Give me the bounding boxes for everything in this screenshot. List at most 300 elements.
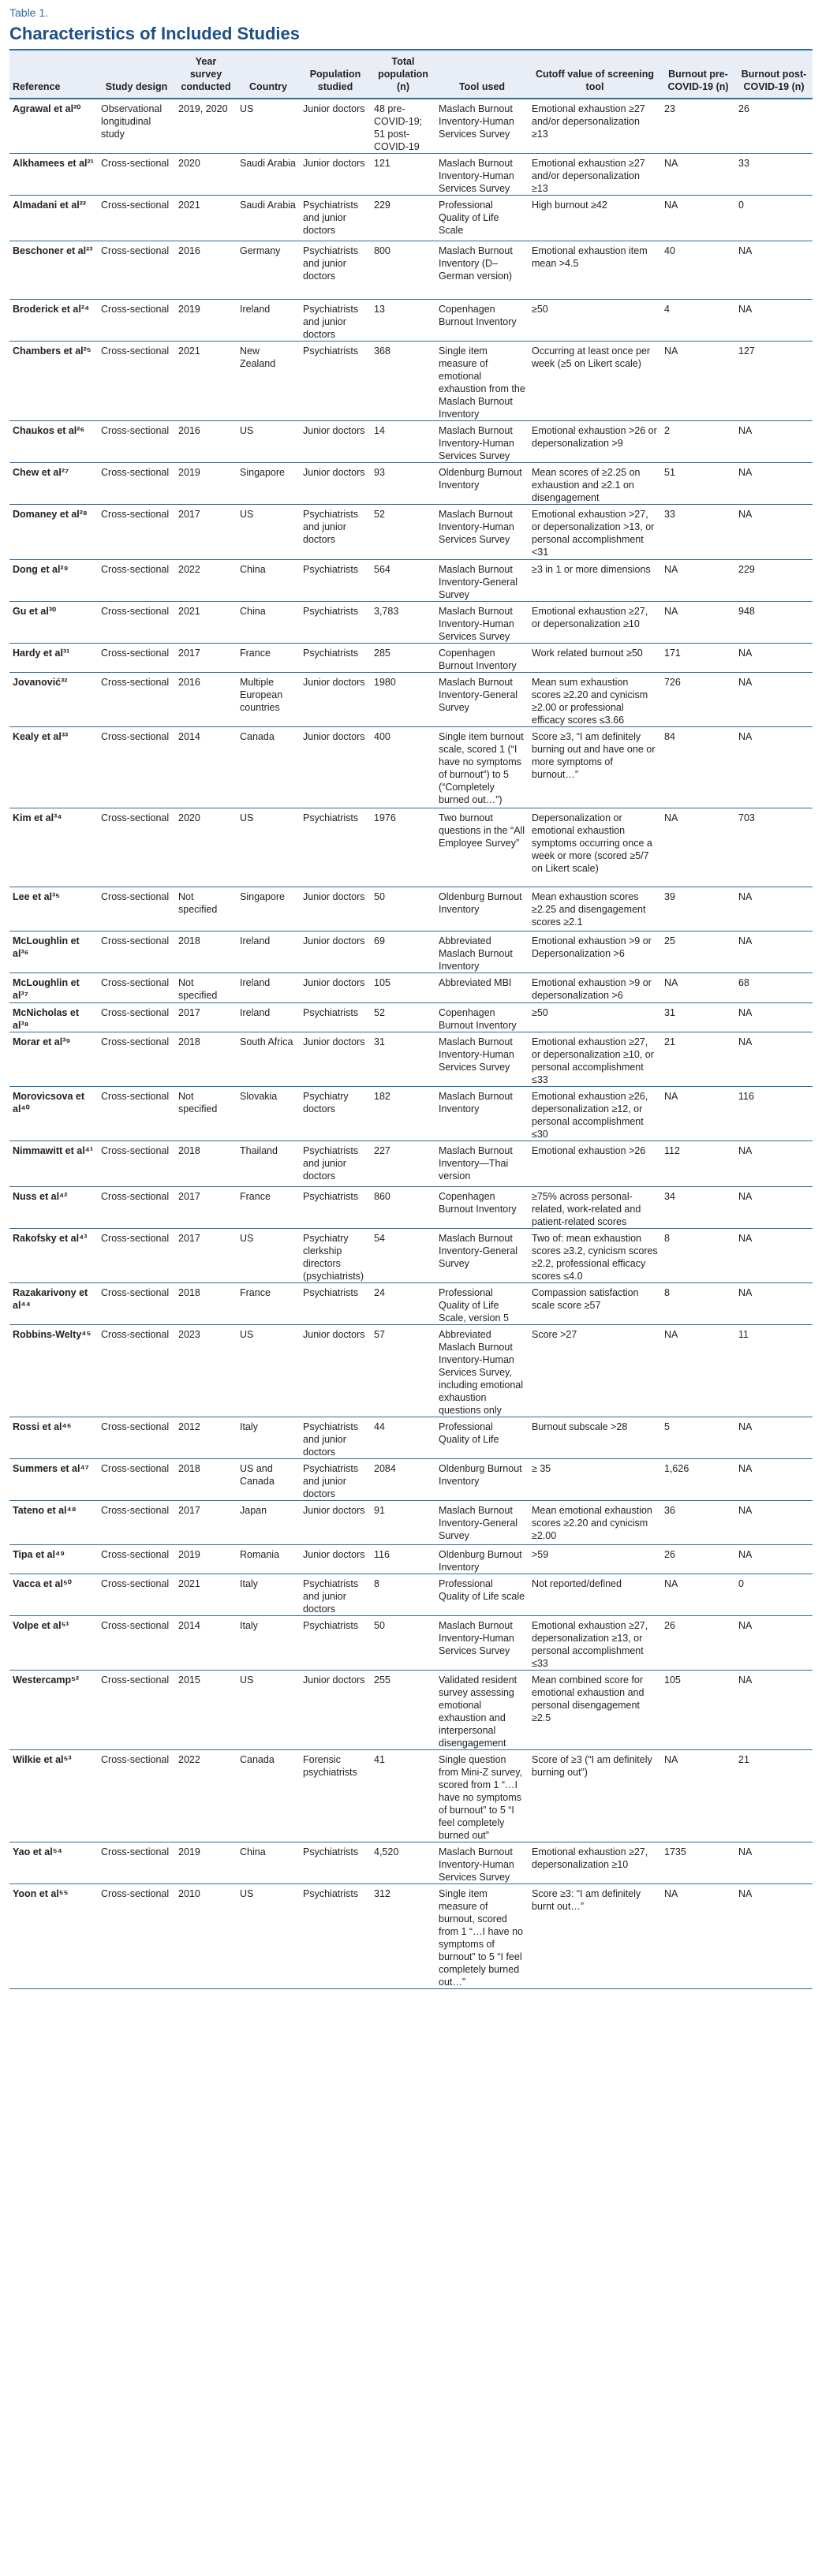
cell-total-population: 24 [371,1283,435,1325]
cell-population: Psychiatry clerkship directors (psychiatrists) [300,1229,371,1283]
cell-burnout-pre: NA [661,154,735,196]
table-row [9,1884,813,1989]
cell-burnout-post: NA [735,1032,813,1087]
table-row [9,602,813,644]
cell-cutoff: Emotional exhaustion >27, or depersonalization >13, or personal accomplishment <31 [529,505,661,560]
cell-year: 2018 [175,1283,237,1325]
cell-total-population: 312 [371,1884,435,1989]
cell-country: France [237,1187,300,1229]
table-row [9,1283,813,1325]
cell-year: 2014 [175,1616,237,1671]
cell-study-design: Cross-sectional [98,154,175,196]
cell-study-design: Cross-sectional [98,1283,175,1325]
cell-cutoff: ≥ 35 [529,1459,661,1501]
table-row [9,560,813,602]
cell-study-design: Cross-sectional [98,1671,175,1750]
cell-total-population: 50 [371,887,435,931]
table-row [9,300,813,342]
col-header-burnout-post: Burnout post-COVID-19 (n) [735,50,813,99]
cell-population: Junior doctors [300,1032,371,1087]
cell-burnout-post: NA [735,727,813,808]
cell-year: 2021 [175,602,237,644]
cell-burnout-pre: 51 [661,463,735,505]
col-header-reference: Reference [9,50,98,99]
cell-burnout-pre: 31 [661,1003,735,1032]
table-row [9,1545,813,1574]
table-row [9,1459,813,1501]
cell-year: 2019 [175,1842,237,1884]
cell-total-population: 121 [371,154,435,196]
cell-country: Singapore [237,463,300,505]
cell-burnout-pre: 726 [661,673,735,727]
cell-cutoff: Emotional exhaustion >9 or Depersonalization >6 [529,931,661,973]
cell-reference: Broderick et al²⁴ [9,300,98,342]
cell-burnout-post: NA [735,1417,813,1459]
cell-study-design: Cross-sectional [98,505,175,560]
cell-study-design: Cross-sectional [98,196,175,241]
cell-country: US [237,1884,300,1989]
cell-year: 2010 [175,1884,237,1989]
cell-country: Saudi Arabia [237,196,300,241]
cell-reference: Yoon et al⁵⁵ [9,1884,98,1989]
cell-burnout-post: NA [735,300,813,342]
cell-cutoff: Emotional exhaustion ≥26, depersonalization ≥12, or personal accomplishment ≤30 [529,1087,661,1141]
cell-tool: Maslach Burnout Inventory-Human Services Survey [435,421,529,463]
cell-burnout-pre: NA [661,973,735,1003]
cell-reference: Nimmawitt et al⁴¹ [9,1141,98,1187]
cell-total-population: 3,783 [371,602,435,644]
cell-population: Junior doctors [300,1501,371,1545]
cell-reference: Rossi et al⁴⁶ [9,1417,98,1459]
cell-population: Forensic psychiatrists [300,1750,371,1842]
cell-reference: Beschoner et al²³ [9,241,98,300]
cell-tool: Maslach Burnout Inventory-Human Services Survey [435,154,529,196]
table-row [9,463,813,505]
cell-cutoff: Score ≥3: “I am definitely burnt out…” [529,1884,661,1989]
col-header-population: Population studied [300,50,371,99]
cell-burnout-pre: 84 [661,727,735,808]
cell-year: 2021 [175,1574,237,1616]
cell-year: Not specified [175,1087,237,1141]
table-row [9,154,813,196]
cell-cutoff: Emotional exhaustion item mean >4.5 [529,241,661,300]
cell-tool: Maslach Burnout Inventory-Human Services Survey [435,1616,529,1671]
cell-reference: Yao et al⁵⁴ [9,1842,98,1884]
cell-country: China [237,560,300,602]
cell-total-population: 8 [371,1574,435,1616]
table-row [9,196,813,241]
cell-population: Psychiatrists and junior doctors [300,505,371,560]
cell-year: 2019 [175,463,237,505]
cell-study-design: Cross-sectional [98,1032,175,1087]
cell-total-population: 368 [371,342,435,421]
cell-country: US [237,421,300,463]
cell-study-design: Cross-sectional [98,300,175,342]
cell-country: US and Canada [237,1459,300,1501]
cell-burnout-pre: 34 [661,1187,735,1229]
cell-tool: Single item measure of burnout, scored from 1 “…I have no symptoms of burnout” to 5 “I feel completely burned out…” [435,1884,529,1989]
cell-study-design: Cross-sectional [98,1842,175,1884]
cell-year: 2020 [175,808,237,887]
cell-reference: Kim et al³⁴ [9,808,98,887]
cell-cutoff: ≥75% across personal-related, work-related and patient-related scores [529,1187,661,1229]
cell-reference: McNicholas et al³⁸ [9,1003,98,1032]
cell-burnout-pre: 8 [661,1283,735,1325]
table-label: Table 1. [9,6,49,19]
cell-tool: Oldenburg Burnout Inventory [435,887,529,931]
cell-cutoff: Compassion satisfaction scale score ≥57 [529,1283,661,1325]
cell-cutoff: Emotional exhaustion ≥27 and/or depersonalization ≥13 [529,154,661,196]
cell-population: Junior doctors [300,421,371,463]
cell-year: 2016 [175,673,237,727]
cell-total-population: 400 [371,727,435,808]
cell-population: Junior doctors [300,463,371,505]
cell-study-design: Cross-sectional [98,1003,175,1032]
cell-burnout-pre: 26 [661,1616,735,1671]
cell-total-population: 255 [371,1671,435,1750]
cell-study-design: Observational longitudinal study [98,99,175,154]
cell-tool: Copenhagen Burnout Inventory [435,1003,529,1032]
cell-population: Psychiatrists [300,1842,371,1884]
cell-total-population: 227 [371,1141,435,1187]
cell-tool: Maslach Burnout Inventory—Thai version [435,1141,529,1187]
cell-year: 2018 [175,1032,237,1087]
cell-country: US [237,1671,300,1750]
cell-tool: Single item burnout scale, scored 1 (“I have no symptoms of burnout”) to 5 (“Completely burned out…”) [435,727,529,808]
cell-year: 2012 [175,1417,237,1459]
cell-study-design: Cross-sectional [98,421,175,463]
cell-reference: Wilkie et al⁵³ [9,1750,98,1842]
cell-reference: Morar et al³⁹ [9,1032,98,1087]
cell-population: Junior doctors [300,931,371,973]
table-row [9,1141,813,1187]
cell-year: 2018 [175,931,237,973]
cell-tool: Maslach Burnout Inventory-General Survey [435,560,529,602]
table-row [9,808,813,887]
cell-tool: Oldenburg Burnout Inventory [435,1459,529,1501]
cell-burnout-post: 703 [735,808,813,887]
cell-reference: Tipa et al⁴⁹ [9,1545,98,1574]
cell-study-design: Cross-sectional [98,931,175,973]
cell-country: Ireland [237,931,300,973]
cell-population: Psychiatrists [300,1003,371,1032]
cell-burnout-pre: NA [661,808,735,887]
table-row [9,505,813,560]
table-row [9,1616,813,1671]
cell-cutoff: Mean scores of ≥2.25 on exhaustion and ≥2.1 on disengagement [529,463,661,505]
cell-year: 2019 [175,300,237,342]
cell-study-design: Cross-sectional [98,342,175,421]
cell-burnout-post: NA [735,1187,813,1229]
cell-study-design: Cross-sectional [98,1616,175,1671]
cell-year: 2018 [175,1141,237,1187]
cell-reference: Razakarivony et al⁴⁴ [9,1283,98,1325]
cell-total-population: 800 [371,241,435,300]
cell-burnout-pre: 2 [661,421,735,463]
cell-burnout-pre: NA [661,1884,735,1989]
cell-cutoff: Two of: mean exhaustion scores ≥3.2, cynicism scores ≥2.2, professional efficacy scores ≤4.0 [529,1229,661,1283]
cell-tool: Oldenburg Burnout Inventory [435,1545,529,1574]
cell-burnout-post: NA [735,1842,813,1884]
cell-tool: Oldenburg Burnout Inventory [435,463,529,505]
cell-burnout-post: NA [735,887,813,931]
cell-total-population: 2084 [371,1459,435,1501]
cell-burnout-post: NA [735,1003,813,1032]
cell-cutoff: Mean combined score for emotional exhaustion and personal disengagement ≥2.5 [529,1671,661,1750]
table-row [9,1417,813,1459]
cell-tool: Two burnout questions in the “All Employee Survey” [435,808,529,887]
cell-tool: Professional Quality of Life scale [435,1574,529,1616]
cell-cutoff: Score ≥3, “I am definitely burning out and have one or more symptoms of burnout…” [529,727,661,808]
cell-population: Psychiatrists [300,644,371,673]
cell-population: Junior doctors [300,154,371,196]
table-row [9,1574,813,1616]
cell-burnout-pre: 40 [661,241,735,300]
cell-population: Junior doctors [300,1325,371,1417]
table-row [9,342,813,421]
cell-burnout-pre: 36 [661,1501,735,1545]
cell-burnout-post: NA [735,1671,813,1750]
cell-country: Thailand [237,1141,300,1187]
cell-burnout-pre: 5 [661,1417,735,1459]
cell-burnout-post: 116 [735,1087,813,1141]
cell-country: Canada [237,727,300,808]
cell-burnout-pre: 105 [661,1671,735,1750]
cell-burnout-post: 68 [735,973,813,1003]
cell-tool: Single item measure of emotional exhaustion from the Maslach Burnout Inventory [435,342,529,421]
cell-total-population: 4,520 [371,1842,435,1884]
table-title: Characteristics of Included Studies [9,24,300,43]
cell-population: Psychiatry doctors [300,1087,371,1141]
cell-study-design: Cross-sectional [98,602,175,644]
cell-year: 2017 [175,505,237,560]
table-row [9,887,813,931]
cell-burnout-post: NA [735,931,813,973]
cell-study-design: Cross-sectional [98,1417,175,1459]
cell-burnout-post: NA [735,673,813,727]
cell-population: Psychiatrists [300,808,371,887]
cell-year: 2015 [175,1671,237,1750]
cell-burnout-pre: 26 [661,1545,735,1574]
cell-country: Germany [237,241,300,300]
table-row [9,1501,813,1545]
cell-study-design: Cross-sectional [98,1187,175,1229]
cell-cutoff: High burnout ≥42 [529,196,661,241]
cell-reference: Chaukos et al²⁶ [9,421,98,463]
cell-population: Psychiatrists [300,1884,371,1989]
cell-burnout-post: NA [735,241,813,300]
cell-tool: Copenhagen Burnout Inventory [435,1187,529,1229]
cell-study-design: Cross-sectional [98,1884,175,1989]
cell-burnout-pre: 1,626 [661,1459,735,1501]
cell-tool: Maslach Burnout Inventory (D–German version) [435,241,529,300]
cell-year: 2019, 2020 [175,99,237,154]
cell-reference: Morovicsova et al⁴⁰ [9,1087,98,1141]
cell-tool: Maslach Burnout Inventory-Human Services Survey [435,505,529,560]
cell-cutoff: ≥50 [529,1003,661,1032]
cell-burnout-post: 0 [735,1574,813,1616]
cell-burnout-pre: NA [661,560,735,602]
cell-burnout-pre: 25 [661,931,735,973]
cell-reference: Gu et al³⁰ [9,602,98,644]
cell-country: US [237,99,300,154]
cell-burnout-post: NA [735,505,813,560]
cell-population: Junior doctors [300,887,371,931]
cell-total-population: 1976 [371,808,435,887]
cell-cutoff: Emotional exhaustion ≥27, depersonalization ≥10 [529,1842,661,1884]
cell-reference: Rakofsky et al⁴³ [9,1229,98,1283]
cell-country: Ireland [237,1003,300,1032]
cell-reference: Summers et al⁴⁷ [9,1459,98,1501]
cell-total-population: 52 [371,505,435,560]
table-row [9,1187,813,1229]
cell-cutoff: Mean emotional exhaustion scores ≥2.20 and cynicism ≥2.00 [529,1501,661,1545]
cell-study-design: Cross-sectional [98,887,175,931]
cell-burnout-post: 21 [735,1750,813,1842]
table-row [9,1032,813,1087]
cell-reference: Almadani et al²² [9,196,98,241]
cell-total-population: 48 pre-COVID-19; 51 post-COVID-19 [371,99,435,154]
table-row [9,973,813,1003]
cell-total-population: 69 [371,931,435,973]
cell-population: Psychiatrists and junior doctors [300,1574,371,1616]
cell-country: Canada [237,1750,300,1842]
cell-cutoff: Emotional exhaustion >26 [529,1141,661,1187]
cell-population: Junior doctors [300,727,371,808]
cell-burnout-pre: NA [661,1750,735,1842]
cell-tool: Abbreviated Maslach Burnout Inventory [435,931,529,973]
cell-tool: Professional Quality of Life [435,1417,529,1459]
cell-year: 2022 [175,1750,237,1842]
cell-burnout-post: NA [735,1545,813,1574]
cell-tool: Copenhagen Burnout Inventory [435,300,529,342]
table-body [9,99,813,1989]
cell-population: Junior doctors [300,1671,371,1750]
cell-population: Psychiatrists [300,560,371,602]
cell-burnout-post: 0 [735,196,813,241]
cell-burnout-post: NA [735,1283,813,1325]
table-row [9,421,813,463]
cell-population: Junior doctors [300,673,371,727]
cell-cutoff: Score of ≥3 (“I am definitely burning out”) [529,1750,661,1842]
cell-total-population: 13 [371,300,435,342]
cell-country: US [237,1229,300,1283]
cell-population: Junior doctors [300,973,371,1003]
cell-study-design: Cross-sectional [98,1141,175,1187]
table-row [9,1087,813,1141]
table-row [9,1671,813,1750]
characteristics-table [9,49,813,1989]
cell-tool: Maslach Burnout Inventory-General Survey [435,1501,529,1545]
cell-country: New Zealand [237,342,300,421]
cell-reference: McLoughlin et al³⁷ [9,973,98,1003]
table-row [9,644,813,673]
cell-total-population: 44 [371,1417,435,1459]
cell-burnout-pre: NA [661,602,735,644]
cell-total-population: 229 [371,196,435,241]
cell-reference: Lee et al³⁵ [9,887,98,931]
cell-study-design: Cross-sectional [98,1229,175,1283]
cell-burnout-post: NA [735,1884,813,1989]
cell-burnout-pre: 8 [661,1229,735,1283]
cell-burnout-pre: 33 [661,505,735,560]
cell-population: Junior doctors [300,99,371,154]
cell-tool: Professional Quality of Life Scale [435,196,529,241]
cell-country: France [237,644,300,673]
cell-tool: Maslach Burnout Inventory [435,1087,529,1141]
cell-year: 2021 [175,342,237,421]
cell-population: Psychiatrists and junior doctors [300,300,371,342]
cell-year: Not specified [175,973,237,1003]
cell-country: Saudi Arabia [237,154,300,196]
cell-total-population: 860 [371,1187,435,1229]
cell-study-design: Cross-sectional [98,463,175,505]
cell-population: Psychiatrists [300,1187,371,1229]
cell-population: Psychiatrists and junior doctors [300,241,371,300]
table-row [9,1750,813,1842]
cell-study-design: Cross-sectional [98,1087,175,1141]
cell-population: Psychiatrists [300,1283,371,1325]
table-row [9,1229,813,1283]
cell-country: France [237,1283,300,1325]
cell-study-design: Cross-sectional [98,1574,175,1616]
cell-burnout-post: NA [735,644,813,673]
cell-study-design: Cross-sectional [98,673,175,727]
cell-burnout-pre: NA [661,196,735,241]
cell-study-design: Cross-sectional [98,1325,175,1417]
cell-burnout-post: NA [735,1616,813,1671]
header-row [9,50,813,99]
table-row [9,99,813,154]
cell-study-design: Cross-sectional [98,1459,175,1501]
cell-burnout-pre: 4 [661,300,735,342]
cell-cutoff: Mean exhaustion scores ≥2.25 and disengagement scores ≥2.1 [529,887,661,931]
cell-reference: Vacca et al⁵⁰ [9,1574,98,1616]
cell-year: 2018 [175,1459,237,1501]
cell-cutoff: ≥3 in 1 or more dimensions [529,560,661,602]
cell-country: Italy [237,1616,300,1671]
cell-cutoff: Emotional exhaustion >9 or depersonalization >6 [529,973,661,1003]
cell-burnout-post: NA [735,1141,813,1187]
cell-burnout-pre: 21 [661,1032,735,1087]
cell-year: 2022 [175,560,237,602]
cell-country: Italy [237,1574,300,1616]
cell-tool: Abbreviated Maslach Burnout Inventory-Human Services Survey, including emotional exhaustion questions only [435,1325,529,1417]
cell-total-population: 182 [371,1087,435,1141]
cell-total-population: 105 [371,973,435,1003]
cell-tool: Copenhagen Burnout Inventory [435,644,529,673]
table-row [9,1325,813,1417]
table-header [9,50,813,99]
cell-total-population: 116 [371,1545,435,1574]
cell-population: Psychiatrists and junior doctors [300,196,371,241]
cell-tool: Maslach Burnout Inventory-General Survey [435,1229,529,1283]
cell-reference: Chambers et al²⁵ [9,342,98,421]
cell-country: Italy [237,1417,300,1459]
cell-country: Ireland [237,300,300,342]
cell-tool: Validated resident survey assessing emotional exhaustion and interpersonal disengagement [435,1671,529,1750]
cell-year: 2016 [175,241,237,300]
cell-country: Japan [237,1501,300,1545]
cell-burnout-post: NA [735,1459,813,1501]
cell-study-design: Cross-sectional [98,1545,175,1574]
cell-burnout-post: 11 [735,1325,813,1417]
cell-burnout-post: 127 [735,342,813,421]
cell-year: 2017 [175,1501,237,1545]
cell-total-population: 14 [371,421,435,463]
cell-cutoff: Mean sum exhaustion scores ≥2.20 and cynicism ≥2.00 or professional efficacy scores ≤3.66 [529,673,661,727]
cell-country: China [237,1842,300,1884]
